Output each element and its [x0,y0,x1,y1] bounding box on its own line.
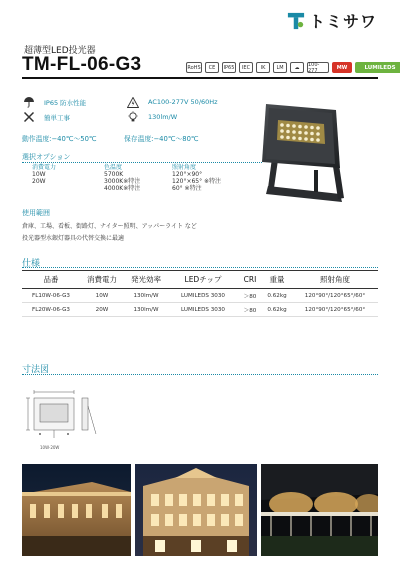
col-power: 消費電力 [80,271,124,289]
usage-line-2: 投光器型水銀灯器具の代替交換に最適 [22,235,125,242]
voltage-badge-icon: 100-277 [307,62,329,73]
spec-divider [22,267,378,268]
application-photo-building [22,464,131,556]
ce-badge-icon: CE [205,62,219,73]
ik-badge-icon: IK [256,62,270,73]
feature-waterproof: IP65 防水性能 [22,96,86,108]
usage-line-1: 倉庫、工場、看板、街路灯、ナイター照明、アッパーライト など [22,223,197,230]
col-cri: CRI [238,271,262,289]
spec-header-row [22,271,378,289]
cloud-badge-icon: ☁ [290,62,304,73]
col-weight: 重量 [262,271,292,289]
table-row: FL10W-06-G3 10W 130lm/W LUMILEDS 3030 ＞80 0.62kg 120°90°/120°65°/60° [22,289,378,303]
brand-logo [287,9,377,32]
tomisawa-logo-icon [287,12,305,30]
feature-efficacy: 130lm/W [126,111,177,123]
product-model: TM-FL-06-G3 [22,54,142,75]
col-model: 品番 [22,271,80,289]
options-divider [22,162,262,163]
dimension-divider [22,374,378,375]
lightbulb-icon [126,111,140,123]
brand-name: トミサワ [309,12,378,31]
storage-temperature: 保存温度:−40℃〜80℃ [124,135,199,143]
col-led-chip: LEDチップ [168,271,238,289]
dimension-drawing [22,386,102,444]
lm-badge-icon: LM [273,62,287,73]
options-color-temp: 色温度 5700K 3000K※特注 4000K※特注 [104,164,141,192]
floodlight-product-image [252,98,356,214]
operating-temperature: 動作温度:−40℃〜50℃ [22,135,97,143]
title-rule [22,77,378,79]
meanwell-badge-icon: MW [332,62,352,73]
usage-heading: 使用範囲 [22,209,50,217]
options-power: 消費電力 10W 20W [32,164,57,185]
certification-row [186,62,400,73]
lumileds-badge-icon: LUMILEDS [355,62,400,73]
options-beam-angle: 照射角度 120°×90° 120°×65° ※特注 60° ※特注 [172,164,222,192]
col-beam-angle: 照射角度 [292,271,378,289]
product-subtitle: 超薄型LED投光器 [24,46,96,56]
col-efficacy: 発光効率 [124,271,168,289]
dimension-caption: 10W·20W [40,445,60,450]
dimension-heading: 寸法図 [22,365,50,375]
application-photo-terrace [261,464,378,556]
application-photo-facade [135,464,257,556]
spec-heading: 仕様 [22,259,41,269]
spec-table [22,270,378,317]
feature-voltage: AC100-277V 50/60Hz [126,96,218,108]
iec-badge-icon: IEC [239,62,253,73]
table-row: FL20W-06-G3 20W 130lm/W LUMILEDS 3030 ＞80 0.62kg 120°90°/120°65°/60° [22,303,378,317]
options-heading: 選択オプション [22,153,71,161]
tools-icon [22,111,36,123]
feature-install: 簡単工事 [22,111,70,123]
ip65-badge-icon: IP65 [222,62,236,73]
rohs-badge-icon: RoHS [186,62,202,73]
voltage-warning-icon [126,96,140,108]
umbrella-icon [22,96,36,108]
